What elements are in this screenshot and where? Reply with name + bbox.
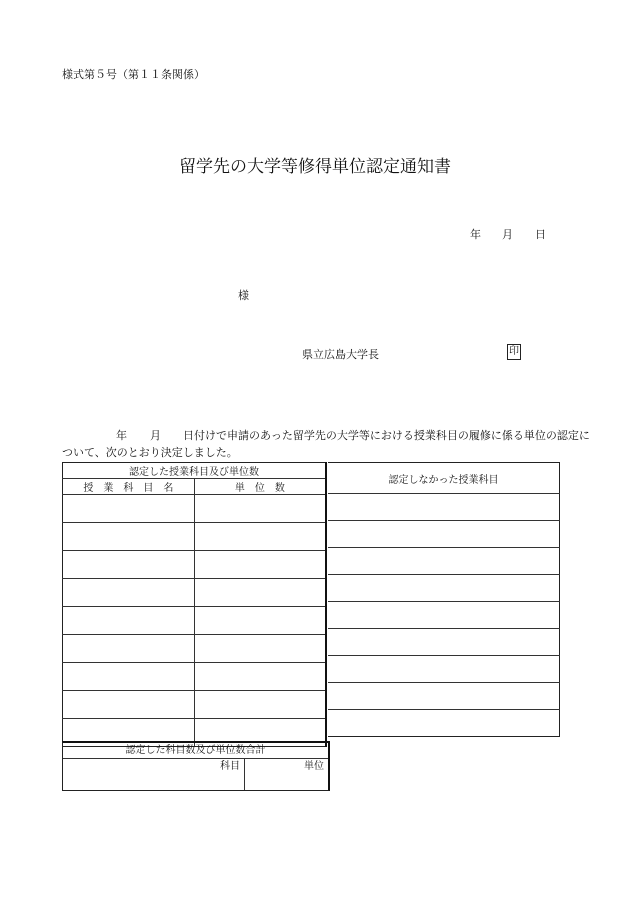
approved-header-row: [63, 479, 327, 495]
approved-courses-table: [62, 462, 327, 747]
rejected-caption-row: [328, 463, 560, 494]
table-row: [328, 602, 560, 629]
addressee-honorific: 様: [238, 289, 249, 302]
date-day-label: 日: [535, 228, 546, 241]
body-year-label: 年: [116, 429, 127, 442]
table-row: [63, 635, 327, 663]
rejected-course-cell[interactable]: [328, 602, 560, 629]
rejected-course-cell[interactable]: [328, 521, 560, 548]
credits-cell[interactable]: [194, 579, 326, 607]
course-name-cell[interactable]: [63, 495, 195, 523]
table-row: [328, 683, 560, 710]
seal-mark: 印: [507, 344, 521, 360]
table-row: [63, 523, 327, 551]
rejected-caption: 認定しなかった授業科目: [328, 463, 560, 494]
credits-cell[interactable]: [194, 691, 326, 719]
table-row: [328, 710, 560, 737]
table-row: [63, 607, 327, 635]
body-text-line1: 日付けで申請のあった留学先の大学等における授業科目の履修に係る単位の認定に: [183, 429, 590, 442]
course-name-cell[interactable]: [63, 579, 195, 607]
credit-total-field[interactable]: [245, 759, 328, 790]
course-name-cell[interactable]: [63, 691, 195, 719]
credits-cell[interactable]: [194, 635, 326, 663]
rejected-course-cell[interactable]: [328, 548, 560, 575]
credits-cell[interactable]: [194, 663, 326, 691]
table-row: [63, 663, 327, 691]
date-year-label: 年: [470, 228, 481, 241]
table-row: [63, 495, 327, 523]
table-row: [328, 656, 560, 683]
table-row: [328, 629, 560, 656]
course-name-cell[interactable]: [63, 551, 195, 579]
summary-row: [63, 759, 328, 790]
credits-cell[interactable]: [194, 607, 326, 635]
credits-cell[interactable]: [194, 551, 326, 579]
credits-header: 単 位 数: [194, 479, 326, 495]
table-row: [328, 548, 560, 575]
rejected-courses-table: [328, 462, 560, 737]
credits-unit-label: 単位: [304, 761, 324, 772]
date-month-label: 月: [502, 228, 513, 241]
rejected-course-cell[interactable]: [328, 575, 560, 602]
rejected-course-cell[interactable]: [328, 710, 560, 737]
course-name-header: 授 業 科 目 名: [63, 479, 195, 495]
credits-cell[interactable]: [194, 523, 326, 551]
course-name-cell[interactable]: [63, 607, 195, 635]
table-row: [328, 494, 560, 521]
table-row: [328, 575, 560, 602]
rejected-course-cell[interactable]: [328, 683, 560, 710]
credits-cell[interactable]: [194, 495, 326, 523]
summary-caption: 認定した科目数及び単位数合計: [63, 743, 328, 759]
issuer-name: 県立広島大学長: [302, 348, 379, 361]
approved-caption: 認定した授業科目及び単位数: [63, 463, 327, 479]
rejected-course-cell[interactable]: [328, 656, 560, 683]
course-name-cell[interactable]: [63, 635, 195, 663]
body-text-line2: ついて、次のとおり決定しました。: [62, 446, 238, 459]
form-number: 様式第５号（第１１条関係）: [62, 68, 205, 81]
document-title: 留学先の大学等修得単位認定通知書: [179, 157, 451, 177]
table-row: [63, 579, 327, 607]
table-row: [63, 551, 327, 579]
body-month-label: 月: [150, 429, 161, 442]
rejected-course-cell[interactable]: [328, 494, 560, 521]
course-name-cell[interactable]: [63, 523, 195, 551]
subject-count-field[interactable]: [63, 759, 245, 790]
summary-box: [62, 741, 330, 791]
subjects-unit-label: 科目: [220, 761, 240, 772]
course-name-cell[interactable]: [63, 663, 195, 691]
table-row: [328, 521, 560, 548]
rejected-course-cell[interactable]: [328, 629, 560, 656]
approved-caption-row: [63, 463, 327, 479]
table-row: [63, 691, 327, 719]
